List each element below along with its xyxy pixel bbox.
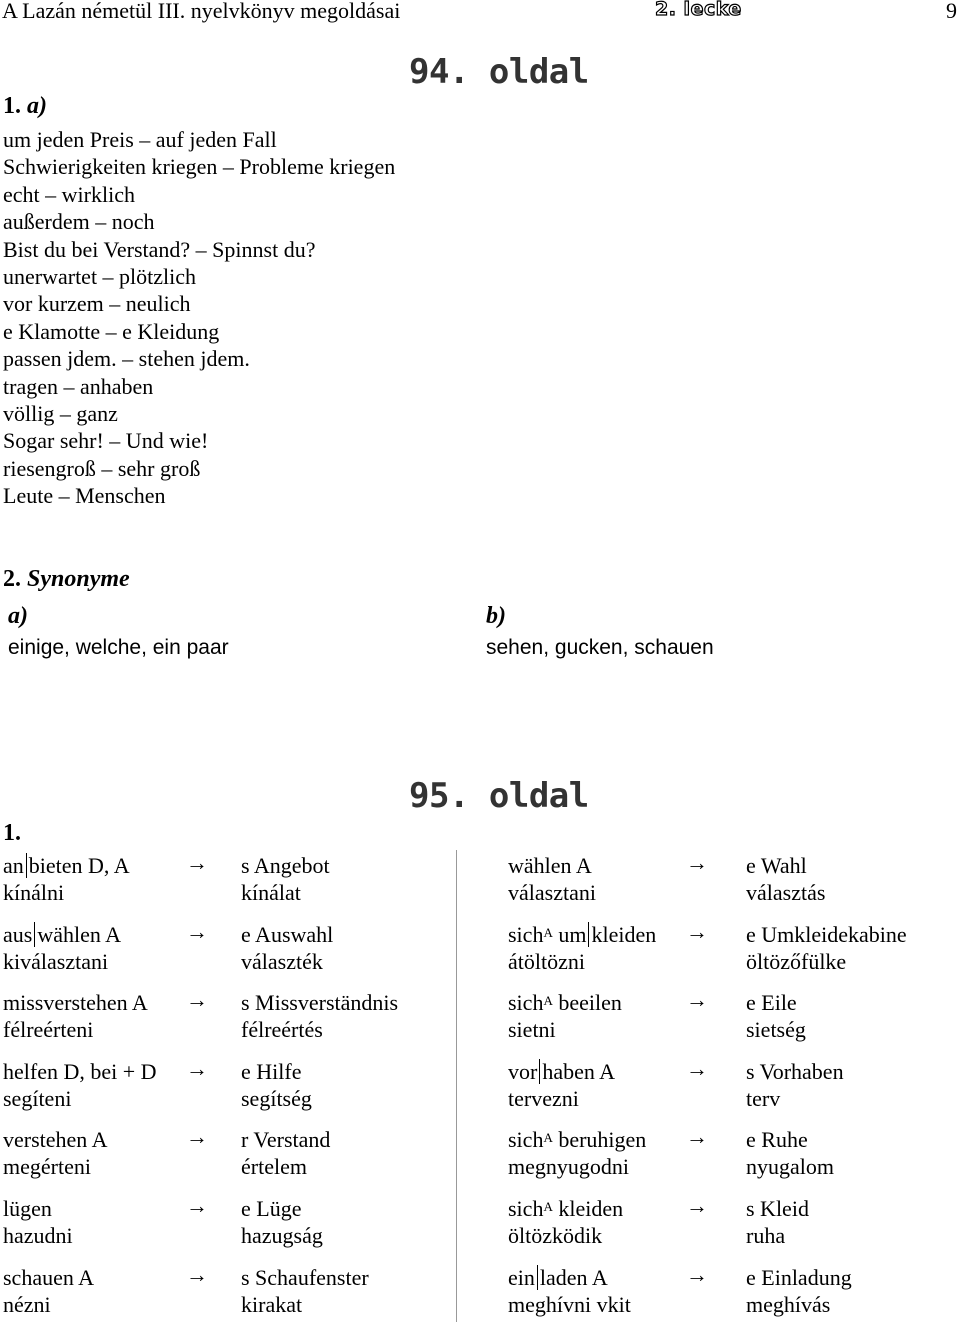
synonym-pair: völlig – ganz: [3, 401, 118, 427]
document-header-title: A Lazán németül III. nyelvkönyv megoldásai: [2, 0, 401, 23]
german-noun: r Verstand: [241, 1127, 331, 1153]
verb-part: kleiden: [591, 921, 657, 947]
hungarian-noun: választék: [241, 948, 323, 974]
german-noun: e Einladung: [746, 1264, 852, 1290]
hungarian-noun: hazugság: [241, 1223, 323, 1248]
exercise-1a-title: [3, 93, 47, 120]
verb-part: lügen: [3, 1196, 52, 1221]
noun-cell: [241, 1195, 323, 1249]
hungarian-noun: meghívás: [746, 1291, 831, 1317]
arrow-icon: →: [186, 918, 208, 944]
separable-prefix-divider: [537, 1265, 538, 1290]
page-number: 9: [946, 0, 957, 23]
noun-cell: [241, 921, 333, 975]
arrow-icon: →: [186, 850, 208, 875]
synonym-pair: Leute – Menschen: [3, 483, 166, 509]
column-divider: [456, 850, 457, 1322]
hungarian-verb: átöltözni: [508, 948, 585, 974]
case-superscript: A: [543, 1199, 553, 1214]
noun-cell: [746, 989, 806, 1043]
arrow-icon: →: [686, 1193, 708, 1218]
german-noun: s Missverständnis: [241, 990, 399, 1016]
synonym-pairs-list: [3, 126, 395, 510]
synonym-pair: vor kurzem – neulich: [3, 291, 191, 317]
hungarian-noun: választás: [746, 880, 826, 905]
separable-prefix-divider: [34, 922, 35, 947]
german-verb: [508, 1264, 631, 1291]
verb-part: schauen A: [3, 1264, 95, 1290]
case-superscript: A: [543, 993, 553, 1009]
separable-prefix-divider: [539, 1059, 540, 1084]
german-noun: s Schaufenster: [241, 1264, 369, 1290]
arrow-icon: →: [186, 1261, 208, 1287]
german-noun: e Eile: [746, 990, 797, 1016]
page-heading-94: 94. oldal: [409, 52, 589, 92]
german-verb: [508, 989, 622, 1016]
arrow-icon: →: [686, 850, 708, 875]
german-verb: [508, 1126, 646, 1153]
verb-part: haben A: [542, 1058, 616, 1084]
german-noun: e Lüge: [241, 1196, 302, 1221]
noun-cell: [746, 1264, 852, 1318]
german-noun: e Umkleidekabine: [746, 921, 907, 947]
german-noun: s Angebot: [241, 853, 330, 878]
synonym-pair: passen jdem. – stehen jdem.: [3, 346, 250, 372]
hungarian-verb: sietni: [508, 1017, 556, 1043]
arrow-icon: →: [186, 1193, 208, 1218]
german-verb: [3, 989, 148, 1016]
verb-part: beruhigen: [558, 1127, 647, 1153]
verb-cell: [508, 989, 622, 1043]
synonym-pair: Sogar sehr! – Und wie!: [3, 428, 209, 454]
separable-prefix-divider: [26, 853, 27, 878]
page-heading-95: 95. oldal: [409, 776, 589, 816]
verb-part: vor: [508, 1058, 538, 1084]
verb-part: laden A: [539, 1264, 608, 1290]
separable-prefix-divider: [588, 922, 589, 947]
verb-part: wählen A: [37, 921, 122, 947]
hungarian-verb: megnyugodni: [508, 1154, 629, 1180]
synonym-pair: außerdem – noch: [3, 209, 155, 235]
hungarian-noun: öltözőfülke: [746, 948, 847, 974]
verb-part: kleiden: [558, 1196, 624, 1221]
hungarian-verb: öltözködik: [508, 1223, 603, 1248]
sub-label-a: a): [8, 603, 28, 629]
german-noun: e Ruhe: [746, 1127, 808, 1153]
synonym-pair: riesengroß – sehr groß: [3, 455, 201, 481]
verb-part: missverstehen A: [3, 990, 148, 1016]
hungarian-verb: hazudni: [3, 1223, 73, 1248]
verb-cell: [3, 852, 130, 906]
verb-cell: [508, 1264, 631, 1318]
arrow-icon: →: [686, 918, 708, 944]
hungarian-noun: ruha: [746, 1223, 786, 1248]
synonyms-b-text: sehen, gucken, schauen: [486, 636, 714, 659]
hungarian-noun: félreértés: [241, 1017, 323, 1043]
german-verb: [3, 1195, 73, 1222]
sub-label-b: b): [486, 603, 506, 629]
reflexive-pronoun: sich: [508, 1196, 544, 1221]
verb-cell: [508, 1126, 646, 1180]
verb-cell: [3, 1058, 157, 1112]
noun-cell: [746, 1195, 809, 1249]
german-verb: [508, 921, 656, 948]
german-noun: s Vorhaben: [746, 1058, 844, 1084]
verb-cell: [3, 921, 121, 975]
hungarian-noun: értelem: [241, 1154, 307, 1180]
hungarian-verb: meghívni vkit: [508, 1291, 631, 1317]
synonym-pair: um jeden Preis – auf jeden Fall: [3, 127, 277, 152]
synonyms-a-text: einige, welche, ein paar: [8, 636, 229, 659]
german-verb: [3, 852, 130, 879]
hungarian-noun: sietség: [746, 1017, 806, 1043]
exercise-95-1-title: 1.: [3, 820, 21, 846]
synonym-pair: unerwartet – plötzlich: [3, 264, 197, 290]
hungarian-verb: félreérteni: [3, 1017, 94, 1043]
noun-cell: [241, 1058, 312, 1112]
german-verb: [508, 1195, 623, 1222]
german-verb: [3, 1126, 107, 1153]
german-noun: s Kleid: [746, 1196, 809, 1221]
exercise-title: Synonyme: [27, 566, 130, 592]
verb-part: ein: [508, 1264, 535, 1290]
noun-cell: [746, 852, 825, 906]
german-verb: [3, 1058, 157, 1085]
hungarian-verb: kínálni: [3, 880, 65, 905]
arrow-icon: →: [686, 987, 708, 1013]
hungarian-verb: segíteni: [3, 1085, 72, 1111]
noun-cell: [746, 921, 907, 975]
verb-part: verstehen A: [3, 1127, 108, 1153]
hungarian-verb: választani: [508, 880, 596, 905]
reflexive-pronoun: sich: [508, 921, 544, 947]
verb-part: helfen D, bei + D: [3, 1058, 157, 1084]
german-noun: e Hilfe: [241, 1058, 302, 1084]
exercise-2-title: [3, 566, 130, 593]
hungarian-noun: kirakat: [241, 1291, 303, 1317]
hungarian-noun: nyugalom: [746, 1154, 834, 1180]
verb-cell: [508, 921, 656, 975]
verb-cell: [3, 989, 148, 1043]
german-noun: e Auswahl: [241, 921, 334, 947]
noun-cell: [241, 852, 330, 906]
hungarian-verb: megérteni: [3, 1154, 91, 1180]
verb-cell: [3, 1195, 73, 1249]
reflexive-pronoun: sich: [508, 990, 544, 1016]
verb-part: um: [558, 921, 587, 947]
arrow-icon: →: [186, 1055, 208, 1081]
german-verb: [508, 852, 596, 879]
noun-cell: [241, 1126, 330, 1180]
synonym-pair: tragen – anhaben: [3, 373, 154, 399]
reflexive-pronoun: sich: [508, 1127, 544, 1153]
lesson-label: 2. lecke: [655, 0, 742, 20]
noun-cell: [746, 1058, 844, 1112]
verb-part: beeilen: [558, 990, 622, 1016]
arrow-icon: →: [686, 1124, 708, 1150]
synonym-pair: Bist du bei Verstand? – Spinnst du?: [3, 236, 316, 262]
exercise-number: 2.: [3, 566, 21, 592]
arrow-icon: →: [686, 1261, 708, 1287]
case-superscript: A: [543, 924, 553, 940]
verb-part: bieten D, A: [28, 853, 130, 878]
verb-cell: [3, 1126, 107, 1180]
exercise-label: a): [27, 93, 47, 119]
synonym-pair: e Klamotte – e Kleidung: [3, 318, 220, 344]
verb-part: an: [3, 853, 24, 878]
hungarian-verb: kiválasztani: [3, 948, 109, 974]
german-verb: [508, 1058, 615, 1085]
arrow-icon: →: [186, 1124, 208, 1150]
verb-part: aus: [3, 921, 33, 947]
hungarian-verb: tervezni: [508, 1085, 579, 1111]
german-verb: [3, 921, 121, 948]
noun-cell: [746, 1126, 834, 1180]
hungarian-verb: nézni: [3, 1291, 51, 1317]
noun-cell: [241, 989, 398, 1043]
exercise-number: 1.: [3, 93, 21, 119]
verb-part: wählen A: [508, 853, 592, 878]
arrow-icon: →: [186, 987, 208, 1013]
arrow-icon: →: [686, 1055, 708, 1081]
synonym-pair: Schwierigkeiten kriegen – Probleme kriegen: [3, 154, 396, 180]
verb-cell: [508, 1195, 623, 1249]
german-verb: [3, 1264, 94, 1291]
german-noun: e Wahl: [746, 853, 807, 878]
synonym-pair: echt – wirklich: [3, 181, 135, 207]
noun-cell: [241, 1264, 369, 1318]
hungarian-noun: terv: [746, 1085, 781, 1111]
case-superscript: A: [543, 1130, 553, 1146]
hungarian-noun: segítség: [241, 1085, 312, 1111]
hungarian-noun: kínálat: [241, 880, 301, 905]
verb-cell: [508, 852, 596, 906]
verb-cell: [508, 1058, 615, 1112]
verb-cell: [3, 1264, 94, 1318]
